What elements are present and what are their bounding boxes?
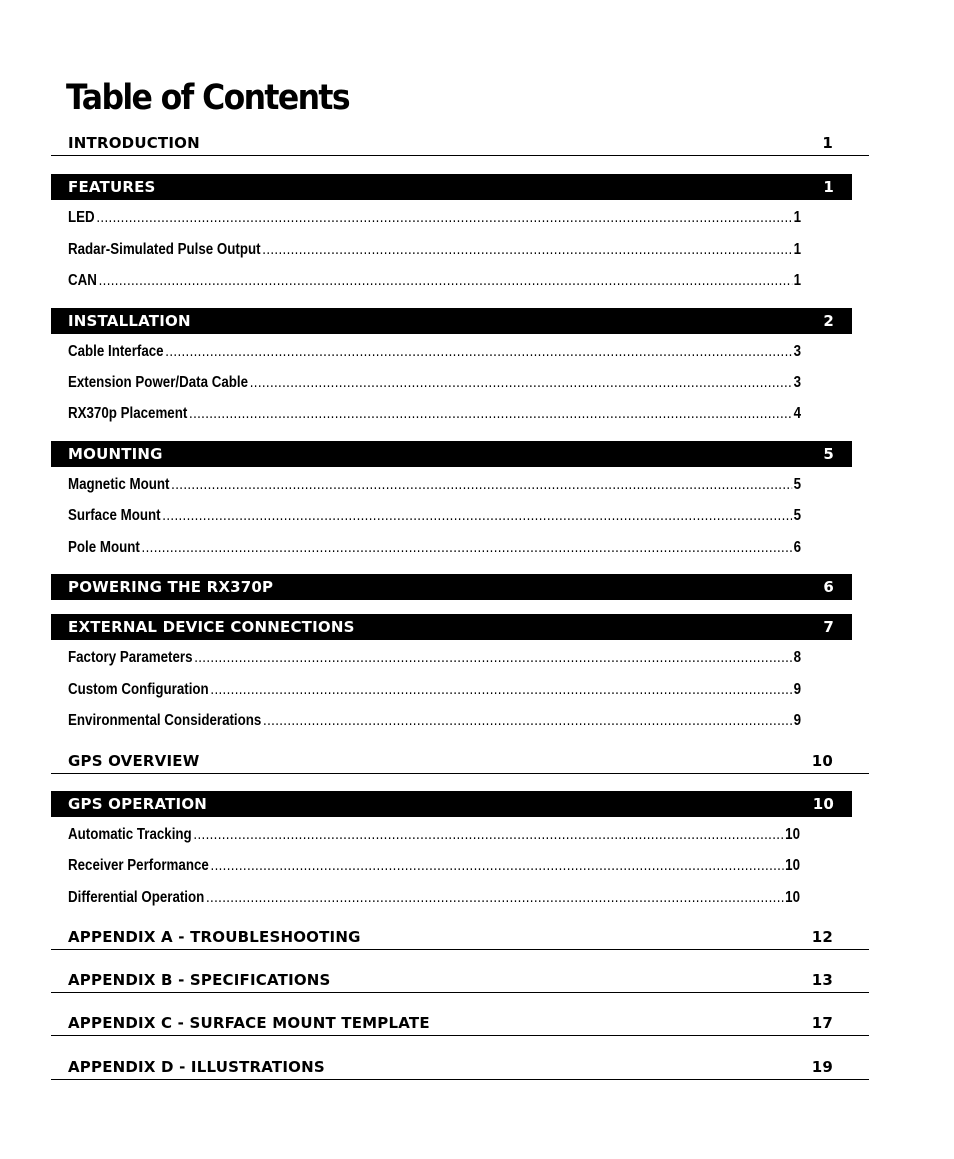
toc-entry[interactable]: [68, 647, 801, 667]
toc-section-gps-overview[interactable]: [51, 748, 869, 774]
section-label: APPENDIX B - SPECIFICATIONS: [68, 970, 331, 989]
section-page-number: 13: [811, 970, 833, 989]
toc-section-introduction[interactable]: [51, 130, 869, 156]
entry-label: Extension Power/Data Cable: [68, 374, 249, 391]
toc-section-appendix-b-specifications[interactable]: [51, 967, 869, 993]
toc-section-appendix-a-troubleshooting[interactable]: [51, 924, 869, 950]
section-page-number: 5: [823, 445, 834, 463]
entry-label: Radar-Simulated Pulse Output: [68, 241, 261, 258]
entry-label: Receiver Performance: [68, 857, 209, 874]
toc-entry[interactable]: [68, 887, 800, 907]
toc-section-mounting[interactable]: [51, 441, 852, 467]
dot-leader: [211, 857, 784, 875]
section-page-number: 1: [823, 178, 834, 196]
entry-page-number: 10: [785, 857, 800, 874]
section-label: INSTALLATION: [68, 312, 191, 330]
section-page-number: 6: [823, 578, 834, 596]
toc-entry[interactable]: [68, 824, 800, 844]
toc-entry[interactable]: [68, 270, 801, 290]
entry-label: Custom Configuration: [68, 681, 209, 698]
entry-page-number: 1: [793, 272, 801, 289]
entry-label: Environmental Considerations: [68, 712, 262, 729]
entry-page-number: 1: [793, 209, 801, 226]
toc-entry[interactable]: [68, 855, 800, 875]
dot-leader: [99, 272, 792, 290]
toc-entry[interactable]: [68, 207, 801, 227]
section-page-number: 19: [811, 1057, 833, 1076]
entry-label: Surface Mount: [68, 507, 161, 524]
section-page-number: 7: [823, 618, 834, 636]
dot-leader: [250, 374, 792, 392]
section-page-number: 10: [812, 795, 834, 813]
section-label: APPENDIX C - SURFACE MOUNT TEMPLATE: [68, 1013, 430, 1032]
toc-entry[interactable]: [68, 505, 801, 525]
entry-page-number: 10: [785, 889, 800, 906]
toc-entry[interactable]: [68, 679, 801, 699]
section-label: GPS OPERATION: [68, 795, 208, 813]
section-page-number: 17: [811, 1013, 833, 1032]
toc-section-appendix-d-illustrations[interactable]: [51, 1054, 869, 1080]
dot-leader: [262, 241, 792, 259]
toc-section-external-device-connections[interactable]: [51, 614, 852, 640]
dot-leader: [162, 507, 792, 525]
entry-page-number: 1: [793, 241, 801, 258]
section-label: APPENDIX D - ILLUSTRATIONS: [68, 1057, 325, 1076]
toc-entry[interactable]: [68, 372, 801, 392]
section-label: INTRODUCTION: [68, 133, 200, 152]
section-page-number: 10: [811, 751, 833, 770]
section-label: POWERING THE RX370P: [68, 578, 274, 596]
toc-entry[interactable]: [68, 239, 801, 259]
toc-entry[interactable]: [68, 403, 801, 423]
entry-page-number: 8: [793, 649, 801, 666]
toc-section-installation[interactable]: [51, 308, 852, 334]
dot-leader: [96, 209, 791, 227]
entry-label: LED: [68, 209, 95, 226]
section-page-number: 2: [823, 312, 834, 330]
entry-page-number: 9: [793, 712, 801, 729]
entry-label: RX370p Placement: [68, 405, 188, 422]
entry-page-number: 5: [793, 507, 801, 524]
entry-page-number: 5: [793, 476, 801, 493]
entry-page-number: 9: [793, 681, 801, 698]
entry-label: CAN: [68, 272, 97, 289]
dot-leader: [206, 889, 783, 907]
toc-entry[interactable]: [68, 710, 801, 730]
dot-leader: [142, 539, 792, 557]
section-label: FEATURES: [68, 178, 156, 196]
section-label: GPS OVERVIEW: [68, 751, 200, 770]
toc-entry[interactable]: [68, 474, 801, 494]
toc-section-powering-the-rx370p[interactable]: [51, 574, 852, 600]
entry-page-number: 4: [793, 405, 801, 422]
dot-leader: [210, 681, 791, 699]
toc-section-gps-operation[interactable]: [51, 791, 852, 817]
entry-label: Cable Interface: [68, 343, 164, 360]
entry-label: Factory Parameters: [68, 649, 193, 666]
section-page-number: 12: [811, 927, 833, 946]
entry-page-number: 10: [785, 826, 800, 843]
entry-label: Pole Mount: [68, 539, 140, 556]
dot-leader: [193, 826, 783, 844]
entry-label: Differential Operation: [68, 889, 205, 906]
dot-leader: [263, 712, 792, 730]
dot-leader: [165, 343, 792, 361]
toc-section-features[interactable]: [51, 174, 852, 200]
section-label: EXTERNAL DEVICE CONNECTIONS: [68, 618, 355, 636]
toc-section-appendix-c-surface-mount-template[interactable]: [51, 1010, 869, 1036]
page-title: Table of Contents: [66, 78, 349, 118]
entry-page-number: 6: [793, 539, 801, 556]
toc-entry[interactable]: [68, 341, 801, 361]
dot-leader: [171, 476, 792, 494]
dot-leader: [194, 649, 792, 667]
section-page-number: 1: [822, 133, 833, 152]
toc-entry[interactable]: [68, 537, 801, 557]
entry-page-number: 3: [793, 374, 801, 391]
entry-page-number: 3: [793, 343, 801, 360]
section-label: APPENDIX A - TROUBLESHOOTING: [68, 927, 361, 946]
dot-leader: [189, 405, 792, 423]
section-label: MOUNTING: [68, 445, 163, 463]
entry-label: Magnetic Mount: [68, 476, 170, 493]
entry-label: Automatic Tracking: [68, 826, 192, 843]
